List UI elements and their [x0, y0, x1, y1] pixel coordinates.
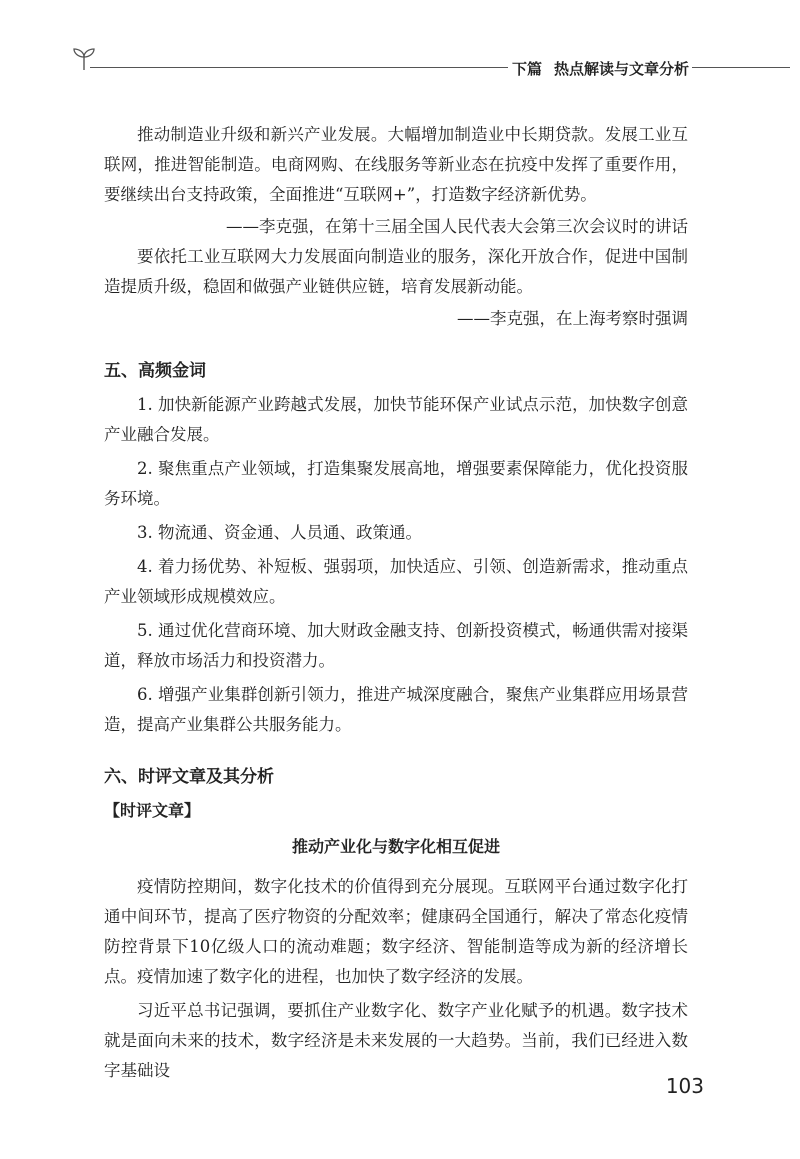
- page-content: [104, 120, 688, 1086]
- list-item: 1. 加快新能源产业跨越式发展，加快节能环保产业试点示范，加快数字创意产业融合发展。: [104, 395, 688, 444]
- list-item: 4. 着力扬优势、补短板、强弱项，加快适应、引领、创造新需求，推动重点产业领域形成规模效应。: [104, 557, 688, 606]
- running-header: [70, 40, 790, 84]
- header-chapter-title: 热点解读与文章分析: [554, 60, 690, 78]
- header-title: [512, 58, 689, 79]
- list-item: 2. 聚焦重点产业领域，打造集聚发展高地，增强要素保障能力，优化投资服务环境。: [104, 459, 688, 508]
- header-rule-right: [692, 67, 790, 68]
- list-item: 6. 增强产业集群创新引领力，推进产城深度融合，聚焦产业集群应用场景营造，提高产业集群公共服务能力。: [104, 685, 688, 734]
- intro-quote-2: ——李克强，在上海考察时强调: [457, 309, 688, 328]
- list-item: 5. 通过优化营商环境、加大财政金融支持、创新投资模式，畅通供需对接渠道，释放市场活力和投资潜力。: [104, 621, 688, 670]
- article-paragraph-1: 疫情防控期间，数字化技术的价值得到充分展现。互联网平台通过数字化打通中间环节，提高了医疗物资的分配效率；健康码全国通行，解决了常态化疫情防控背景下10亿级人口的流动难题；数字经济、智能制造等成为新的经济增长点。疫情加速了数字化的进程，也加快了数字经济的发展。: [104, 877, 688, 986]
- article-label: 【时评文章】: [104, 801, 201, 820]
- header-section: 下篇: [512, 60, 543, 78]
- header-rule-left: [90, 67, 508, 68]
- intro-paragraph-2: 要依托工业互联网大力发展面向制造业的服务，深化开放合作，促进中国制造提质升级，稳固和做强产业链供应链，培育发展新动能。: [104, 247, 688, 296]
- intro-quote-1: ——李克强，在第十三届全国人民代表大会第三次会议时的讲话: [226, 217, 688, 236]
- section-6-heading: 六、时评文章及其分析: [104, 767, 274, 787]
- page-number: 103: [665, 1074, 704, 1098]
- article-paragraph-2: 习近平总书记强调，要抓住产业数字化、数字产业化赋予的机遇。数字技术就是面向未来的技术，数字经济是未来发展的一大趋势。当前，我们已经进入数字基础设: [104, 1001, 688, 1080]
- list-item: 3. 物流通、资金通、人员通、政策通。: [137, 523, 422, 542]
- intro-paragraph-1: 推动制造业升级和新兴产业发展。大幅增加制造业中长期贷款。发展工业互联网，推进智能制造。电商网购、在线服务等新业态在抗疫中发挥了重要作用，要继续出台支持政策，全面推进“互联网+”，打造数字经济新优势。: [104, 125, 688, 204]
- section-5-heading: 五、高频金词: [104, 361, 206, 381]
- article-title: 推动产业化与数字化相互促进: [291, 837, 500, 856]
